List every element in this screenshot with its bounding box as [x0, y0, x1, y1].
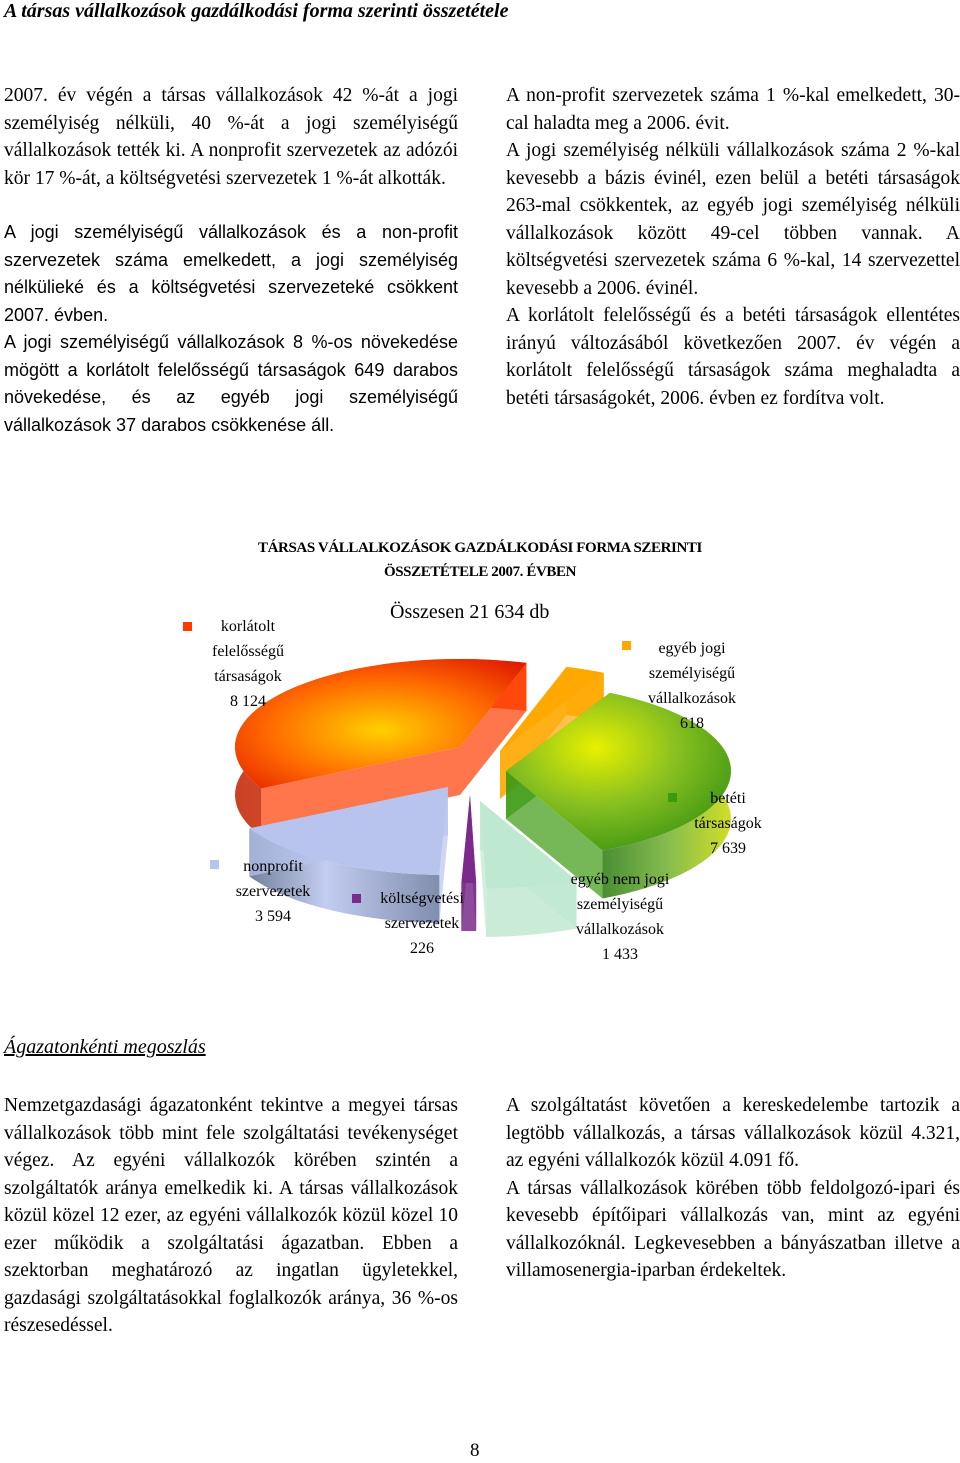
- pie-slice-koltsegvetesi: [461, 795, 476, 883]
- label-line: korlátolt: [220, 618, 276, 635]
- label-line: személyiségű: [576, 896, 664, 913]
- label-value: 1 433: [602, 946, 638, 963]
- paragraph: Nemzetgazdasági ágazatonként tekintve a megyei társas vállalkozások több mint fele szolgáltatási tevékenységet végez. Az egyéni vállalkozók körében szintén a szolgáltatók aránya emelkedik ki. A társas vállalkozások közül közel 12 ezer, az egyéni vállalkozók közül közel 10 ezer működik a szolgáltatási ágazatban. Ebben a szektorban meghatározó az ingatlan ügyletekkel, gazdasági szolgáltatásokkal foglalkozók aránya, 36 %-os részesedéssel.: [4, 1095, 458, 1336]
- paragraph: A szolgáltatást követően a kereskedelembe tartozik a legtöbb vállalkozás, a társas vállalkozások közül 4.321, az egyéni vállalkozók közül 4.091 fő.: [506, 1095, 960, 1171]
- label-line: felelősségű: [212, 643, 284, 660]
- chart-title-line: ÖSSZETÉTELE 2007. ÉVBEN: [383, 564, 577, 580]
- label-value: 7 639: [710, 840, 746, 857]
- label-line: költségvetési: [380, 890, 464, 907]
- paragraph: A jogi személyiség nélküli vállalkozások száma 2 %-kal kevesebb a bázis évinél, ezen belül a betéti társaságok 263-mal csökkentek, az egyéb jogi személyiség nélküli vállalkozások között 49-cel többen vannak. A költségvetési szervezetek száma 6 %-kal, 14 szervezettel kevesebb a 2006. évinél.: [506, 140, 960, 299]
- label-line: szervezetek: [384, 915, 460, 932]
- label-line: vállalkozások: [648, 690, 736, 707]
- paragraph: A jogi személyiségű vállalkozások és a non-profit szervezetek száma emelkedett, a jogi személyiség nélkülieké és a költségvetési szervezeteké csökkent 2007. évben.: [4, 222, 458, 325]
- label-line: vállalkozások: [576, 921, 664, 938]
- label-bt: [680, 786, 776, 861]
- page-number: 8: [470, 1440, 480, 1461]
- label-line: nonprofit: [243, 858, 303, 875]
- label-line: egyéb nem jogi: [570, 871, 670, 888]
- paragraph: A non-profit szervezetek száma 1 %-kal emelkedett, 30-cal haladta meg a 2006. évit.: [506, 85, 960, 134]
- chart-title-line: TÁRSAS VÁLLALKOZÁSOK GAZDÁLKODÁSI FORMA SZERINTI: [258, 540, 702, 556]
- paragraph: 2007. év végén a társas vállalkozások 42 %-át a jogi személyiség nélküli, 40 %-át a jogi személyiségű vállalkozások tették ki. A nonprofit szervezetek az adózói kör 17 %-át, a költségvetési szervezetek 1 %-át alkották.: [4, 85, 458, 189]
- legend-marker-bt: [668, 793, 677, 802]
- label-egyeb-nem-jogi: [552, 867, 688, 967]
- label-line: társaságok: [214, 668, 282, 685]
- section-heading: Ágazatonkénti megoszlás: [4, 1036, 206, 1058]
- label-koltsegvetesi: [362, 886, 482, 961]
- label-nonprofit: [218, 854, 328, 929]
- paragraph: A jogi személyiségű vállalkozások 8 %-os növekedése mögött a korlátolt felelősségű társaságok 649 darabos növekedése, és az egyéb jogi személyiségű vállalkozások 37 darabos csökkenése áll.: [4, 332, 458, 435]
- label-line: szervezetek: [235, 883, 311, 900]
- label-value: 3 594: [255, 908, 291, 925]
- label-value: 8 124: [230, 693, 266, 710]
- legend-marker-koltsegvetesi: [352, 894, 361, 903]
- sector-right-column: [506, 1092, 960, 1285]
- label-value: 226: [410, 940, 434, 957]
- chart-total-annotation: Összesen 21 634 db: [390, 601, 550, 623]
- paragraph: A korlátolt felelősségű és a betéti társaságok ellentétes irányú változásából következően 2007. év végén a korlátolt felelősségű társaságok száma meghaladta a betéti társaságokét, 2006. évben ez fordítva volt.: [506, 305, 960, 409]
- label-line: társaságok: [694, 815, 762, 832]
- label-egyeb-jogi: [630, 636, 754, 736]
- sector-left-column: [4, 1092, 458, 1340]
- label-line: személyiségű: [648, 665, 736, 682]
- label-line: egyéb jogi: [658, 640, 726, 657]
- label-line: betéti: [710, 790, 746, 807]
- label-value: 618: [680, 715, 704, 732]
- paragraph: A társas vállalkozások körében több feldolgozó-ipari és kevesebb építőipari vállalkozás van, mint az egyéni vállalkozóknál. Legkevesebben a bányászatban illetve a villamosenergia-iparban érdekeltek.: [506, 1177, 960, 1281]
- label-kft: [188, 614, 308, 714]
- page-title: A társas vállalkozások gazdálkodási forma szerinti összetétele: [4, 0, 509, 22]
- legend-marker-egyeb_nem_jogi: [542, 876, 551, 885]
